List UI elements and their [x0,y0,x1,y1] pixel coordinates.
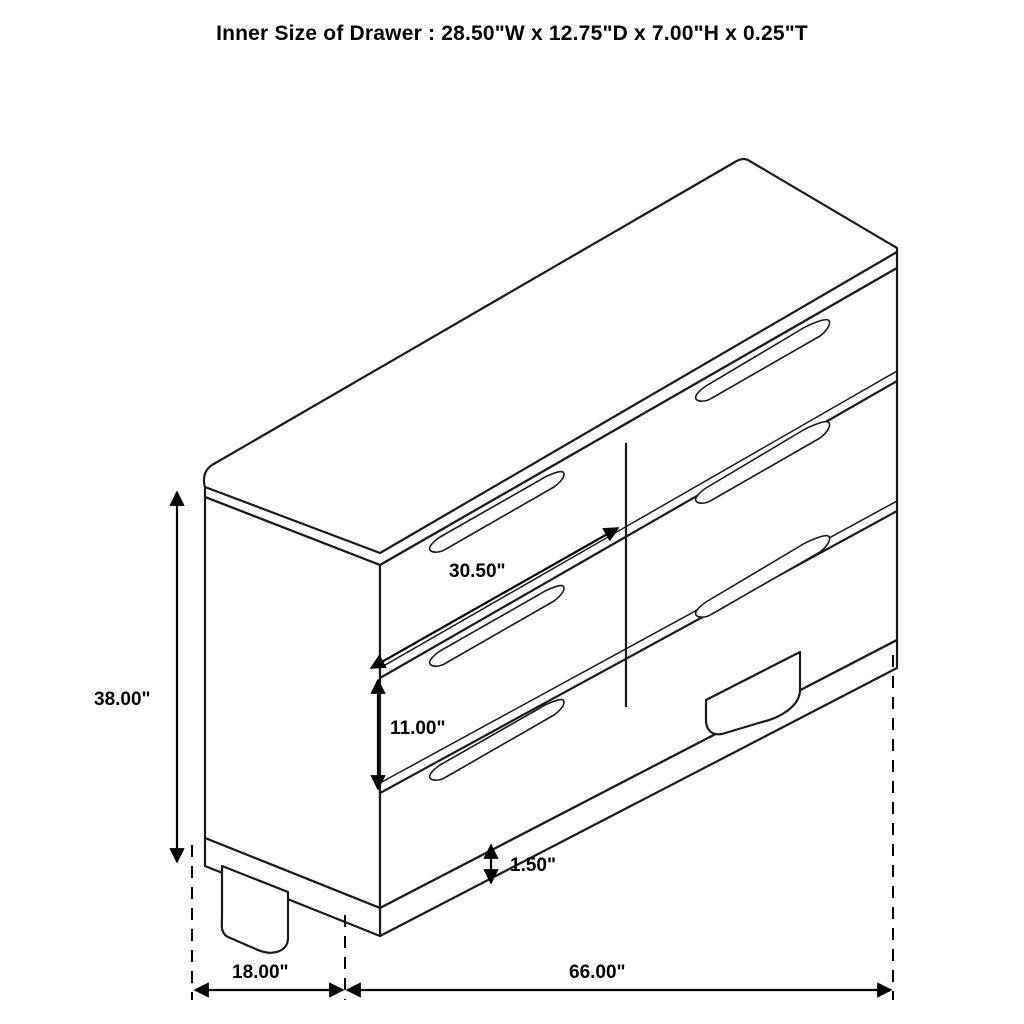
dim-label-drawer-inner-width: 30.50" [449,561,506,582]
dresser-left-side [205,497,380,908]
diagram-title: Inner Size of Drawer : 28.50"W x 12.75"D x 7.00"H x 0.25"T [216,22,808,45]
dim-label-drawer-height: 11.00" [390,718,446,739]
dim-label-overall-height: 38.00" [94,689,151,710]
dim-label-overall-width: 66.00" [569,962,626,983]
dim-label-overall-depth: 18.00" [232,962,289,983]
dim-label-base-clearance: 1.50" [510,855,556,876]
dresser-body [204,159,897,953]
